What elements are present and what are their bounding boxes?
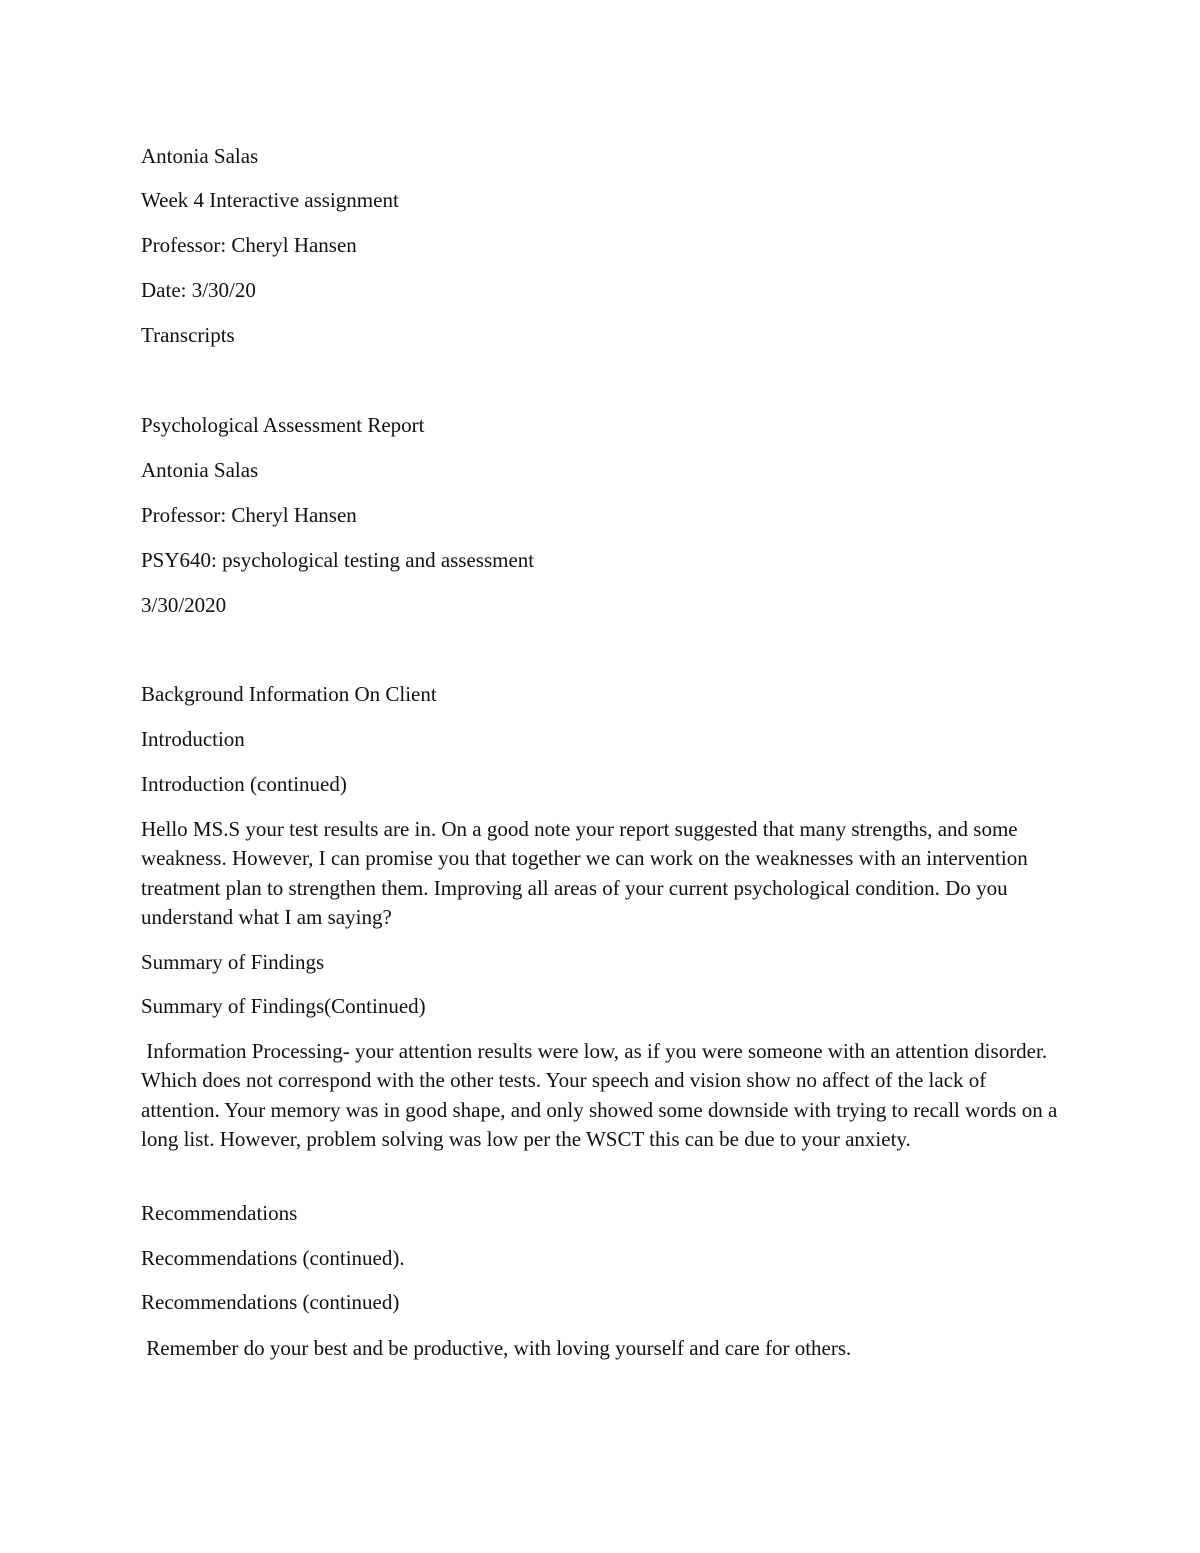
report-professor: Professor: Cheryl Hansen <box>141 503 357 527</box>
introduction-paragraph: Hello MS.S your test results are in. On a good note your report suggested that many strengths, and some weakness. However, I can promise you that together we can work on the weaknesses with an intervention treatment plan to strengthen them. Improving all areas of your current psychological condition. Do you understand what I am saying? <box>141 817 1028 929</box>
date-line: Date: 3/30/20 <box>141 278 256 302</box>
report-title: Psychological Assessment Report <box>141 413 425 437</box>
transcripts-label: Transcripts <box>141 323 235 347</box>
summary-continued-heading: Summary of Findings(Continued) <box>141 994 426 1018</box>
report-date: 3/30/2020 <box>141 593 227 617</box>
assignment-title: Week 4 Interactive assignment <box>141 188 399 212</box>
summary-paragraph: Information Processing- your attention results were low, as if you were someone with an attention disorder. Which does not correspond with the other tests. Your speech and vision show no affect of the lack of attention. Your memory was in good shape, and only showed some downside with trying to recall words on a long list. However, problem solving was low per the WSCT this can be due to your anxiety. <box>141 1039 1063 1151</box>
author-name: Antonia Salas <box>141 144 259 168</box>
recommendations-paragraph: Remember do your best and be productive, with loving yourself and care for others. <box>141 1336 852 1360</box>
course-line: PSY640: psychological testing and assessment <box>141 548 535 572</box>
introduction-heading: Introduction <box>141 727 245 751</box>
background-heading: Background Information On Client <box>141 682 437 706</box>
recommendations-continued-heading-2: Recommendations (continued) <box>141 1290 400 1314</box>
recommendations-continued-heading-1: Recommendations (continued). <box>141 1246 405 1270</box>
report-author-name: Antonia Salas <box>141 458 259 482</box>
introduction-continued-heading: Introduction (continued) <box>141 772 347 796</box>
summary-heading: Summary of Findings <box>141 950 325 974</box>
recommendations-heading: Recommendations <box>141 1201 298 1225</box>
professor-line: Professor: Cheryl Hansen <box>141 233 357 257</box>
